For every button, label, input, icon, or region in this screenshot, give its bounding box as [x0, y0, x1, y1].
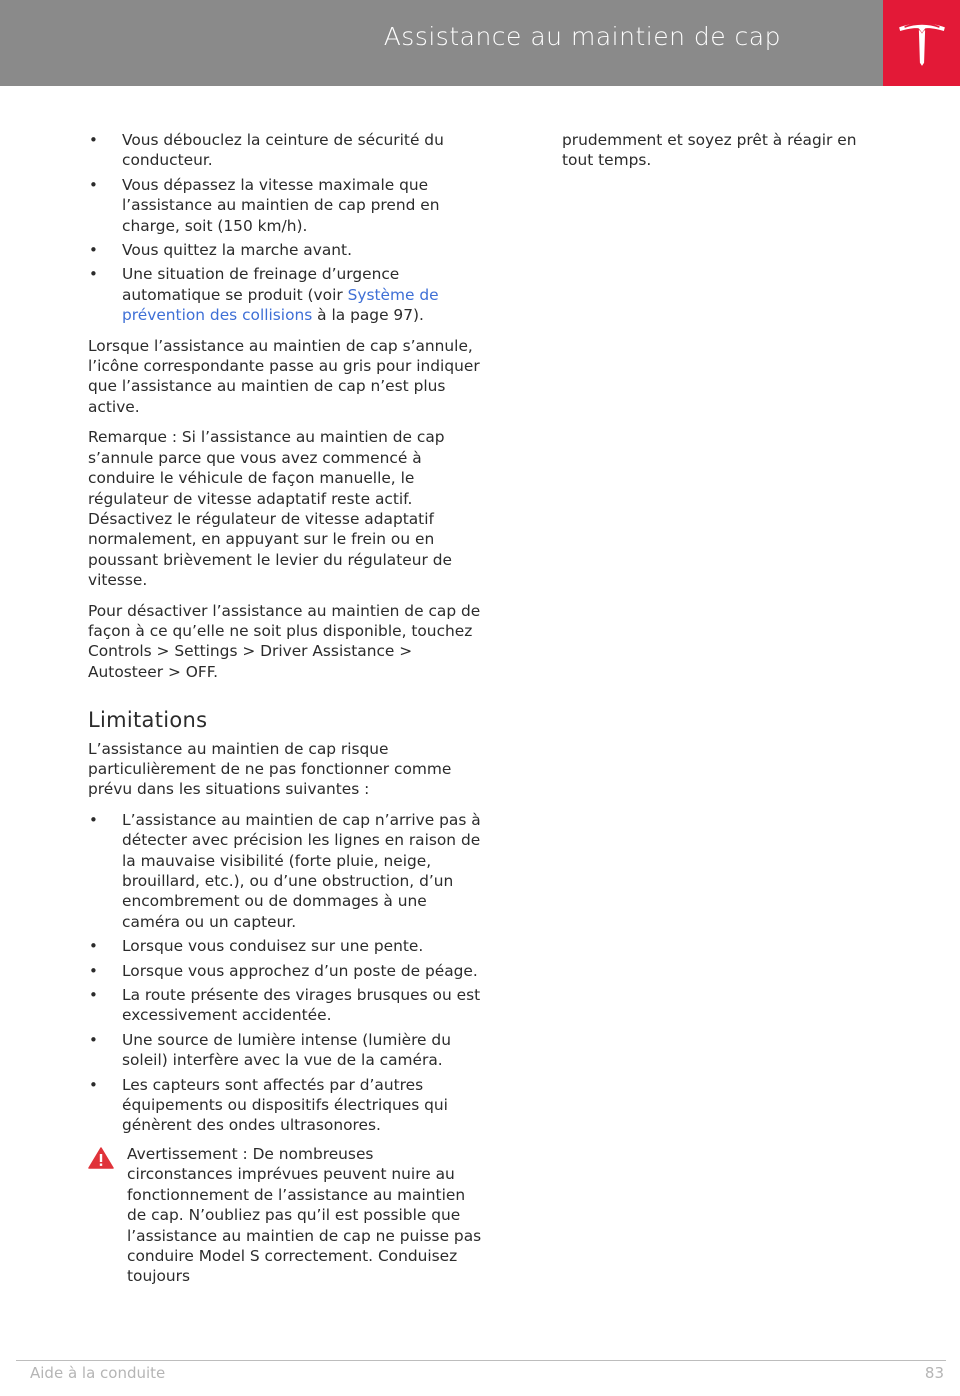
list-item-text: Vous débouclez la ceinture de sécurité du conducteur.: [122, 131, 444, 170]
bullet-glyph: •: [89, 937, 98, 956]
warning-triangle-icon: [88, 1147, 114, 1169]
collision-prevention-link[interactable]: Système de prévention des collisions: [122, 285, 439, 325]
footer-section: Aide à la conduite: [30, 1364, 166, 1382]
list-item: [88, 961, 482, 981]
list-item: [88, 175, 482, 236]
bullet-glyph: •: [89, 131, 98, 149]
list-item: [88, 130, 482, 171]
paragraph-continued: prudemment et soyez prêt à réagir en tout temps.: [562, 131, 857, 170]
paragraph-limitations-intro: L’assistance au maintien de cap risque particulièrement de ne pas fonctionner comme prévu dans les situations suivantes :: [88, 739, 452, 799]
list-item: [88, 1030, 482, 1071]
bullet-glyph: •: [89, 265, 98, 284]
bullet-glyph: •: [89, 1030, 98, 1049]
page-number: 83: [924, 1364, 944, 1382]
footer-divider: [16, 1360, 946, 1361]
tesla-logo-icon: [896, 17, 948, 69]
left-column: [88, 130, 482, 1287]
bullet-list-limitations: [88, 810, 482, 1136]
bullet-glyph: •: [89, 241, 98, 260]
warning-text: Avertissement : De nombreuses circonstances imprévues peuvent nuire au fonctionnement de l’assistance au maintien de cap. N’oubliez pas qu’il est possible que l’assistance au maintien de cap ne puisse pas conduire Model S correctement. Conduisez toujours: [127, 1144, 482, 1286]
list-item: [88, 936, 482, 956]
list-item-text: Vous dépassez la vitesse maximale que l’assistance au maintien de cap prend en charge, soit (150 km/h).: [122, 175, 440, 235]
paragraph-remark: Remarque : Si l’assistance au maintien de cap s’annule parce que vous avez commencé à conduire le véhicule de façon manuelle, le régulateur de vitesse adaptatif reste actif. Désactivez le régulateur de vitesse adaptatif normalement, en appuyant sur le frein ou en poussant brièvement le levier du régulateur de vitesse.: [88, 428, 452, 590]
list-item: [88, 1075, 482, 1136]
bullet-glyph: •: [89, 175, 98, 194]
bullet-glyph: •: [89, 810, 98, 829]
list-item-text: Une source de lumière intense (lumière du soleil) interfère avec la vue de la caméra.: [122, 1030, 451, 1070]
list-item-text-post: à la page 97).: [312, 306, 424, 325]
list-item-text: Lorsque vous approchez d’un poste de péage.: [122, 961, 478, 980]
bullet-list-conditions: [88, 130, 482, 326]
list-item: [88, 264, 482, 325]
bullet-glyph: •: [89, 986, 98, 1005]
logo-box: [883, 0, 960, 86]
list-item: [88, 810, 482, 932]
list-item-text: La route présente des virages brusques ou est excessivement accidentée.: [122, 986, 481, 1025]
list-item-text: L’assistance au maintien de cap n’arrive pas à détecter avec précision les lignes en raison de la mauvaise visibilité (forte pluie, neige, brouillard, etc.), ou d’une obstruction, d’un encombrement ou de dommages à une caméra ou un capteur.: [122, 810, 481, 931]
list-item-text: Vous quittez la marche avant.: [122, 241, 352, 260]
list-item: [88, 985, 482, 1026]
list-item-text-pre: Une situation de freinage d’urgence automatique se produit (voir: [122, 265, 400, 304]
paragraph-cancel-icon: Lorsque l’assistance au maintien de cap s’annule, l’icône correspondante passe au gris pour indiquer que l’assistance au maintien de cap n’est plus active.: [88, 336, 480, 416]
list-item: [88, 240, 482, 260]
warning-block: [88, 1144, 482, 1287]
limitations-heading: Limitations: [88, 708, 208, 733]
page-title: Assistance au maintien de cap: [383, 22, 781, 51]
list-item-text: Lorsque vous conduisez sur une pente.: [122, 937, 424, 956]
bullet-glyph: •: [89, 1075, 98, 1094]
paragraph-disable: Pour désactiver l’assistance au maintien de cap de façon à ce qu’elle ne soit plus disponible, touchez Controls > Settings > Driver Assistance > Autosteer > OFF.: [88, 601, 481, 681]
bullet-glyph: •: [89, 961, 98, 980]
header-bar: [0, 0, 883, 86]
list-item-text: Les capteurs sont affectés par d’autres équipements ou dispositifs électriques qui génèrent des ondes ultrasonores.: [122, 1075, 448, 1135]
right-column: [562, 130, 892, 171]
